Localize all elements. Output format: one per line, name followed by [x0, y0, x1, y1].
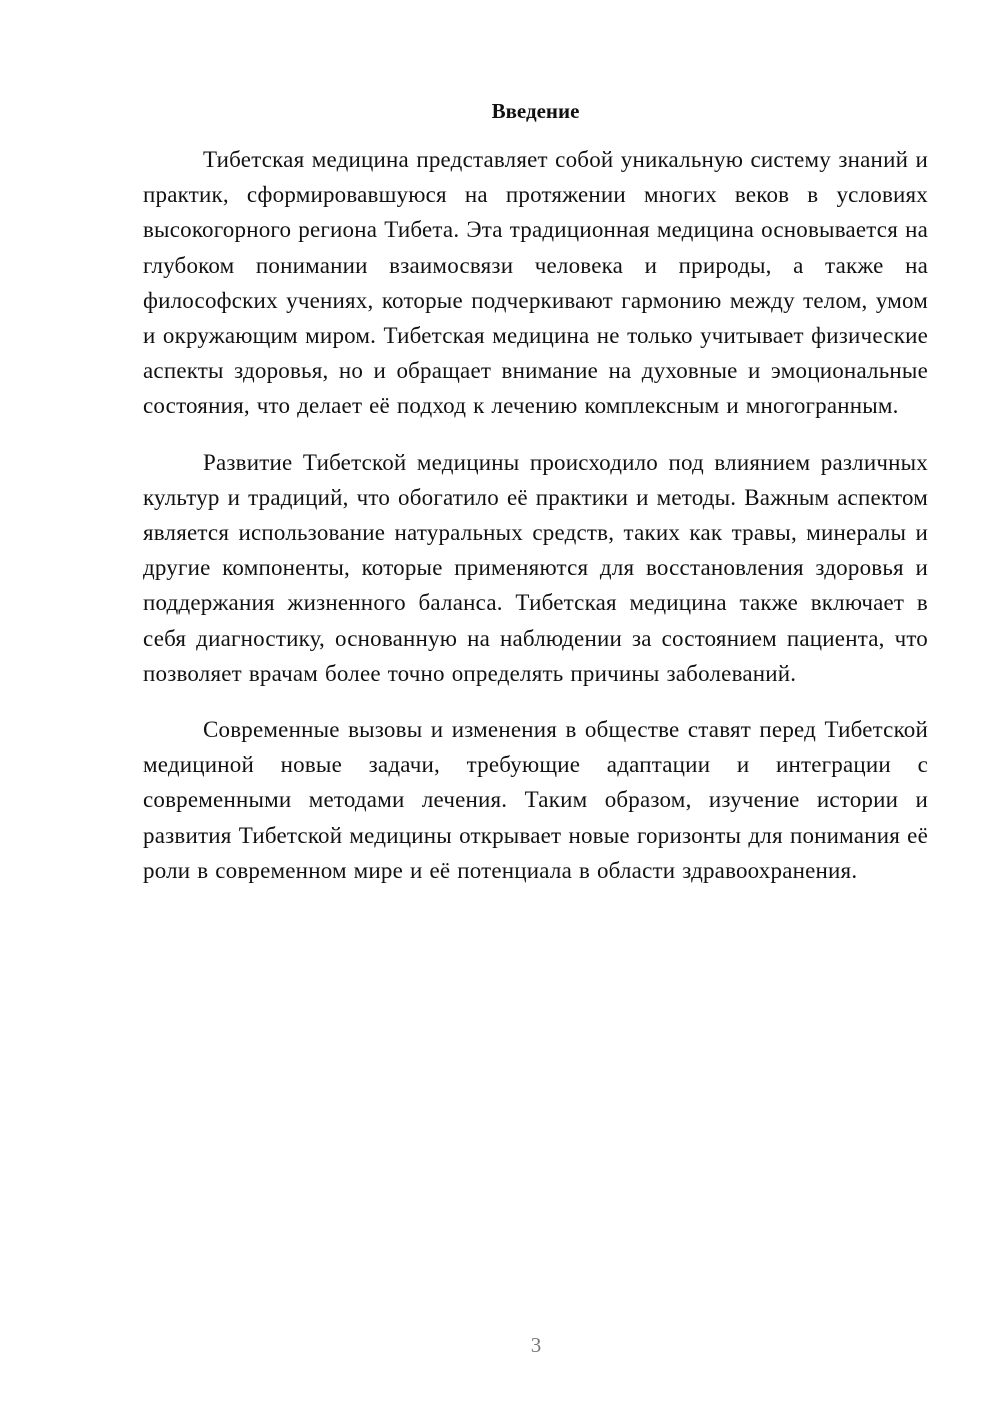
body-text [143, 142, 928, 909]
page-number: 3 [530, 1333, 542, 1357]
paragraph-development: Развитие Тибетской медицины происходило под влиянием различных культур и традиций, что обогатило её практики и методы. Важным аспектом является использование натуральных средств, таких как травы, минералы и другие компоненты, которые применяются для восстановления здоровья и поддержания жизненного баланса. Тибетская медицина также включает в себя диагностику, основанную на наблюдении за состоянием пациента, что позволяет врачам более точно определять причины заболеваний. [143, 449, 928, 686]
paragraph-intro: Тибетская медицина представляет собой уникальную систему знаний и практик, сформировавшуюся на протяжении многих веков в условиях высокогорного региона Тибета. Эта традиционная медицина основывается на глубоком понимании взаимосвязи человека и природы, а также на философских учениях, которые подчеркивают гармонию между телом, умом и окружающим миром. Тибетская медицина не только учитывает физические аспекты здоровья, но и обращает внимание на духовные и эмоциональные состояния, что делает её подход к лечению комплексным и многогранным. [143, 147, 928, 419]
paragraph-modern-challenges: Современные вызовы и изменения в обществе ставят перед Тибетской медициной новые задачи, требующие адаптации и интеграции с современными методами лечения. Таким образом, изучение истории и развития Тибетской медицины открывает новые горизонты для понимания её роли в современном мире и её потенциала в области здравоохранения. [143, 717, 928, 883]
section-heading: Введение [491, 99, 580, 123]
